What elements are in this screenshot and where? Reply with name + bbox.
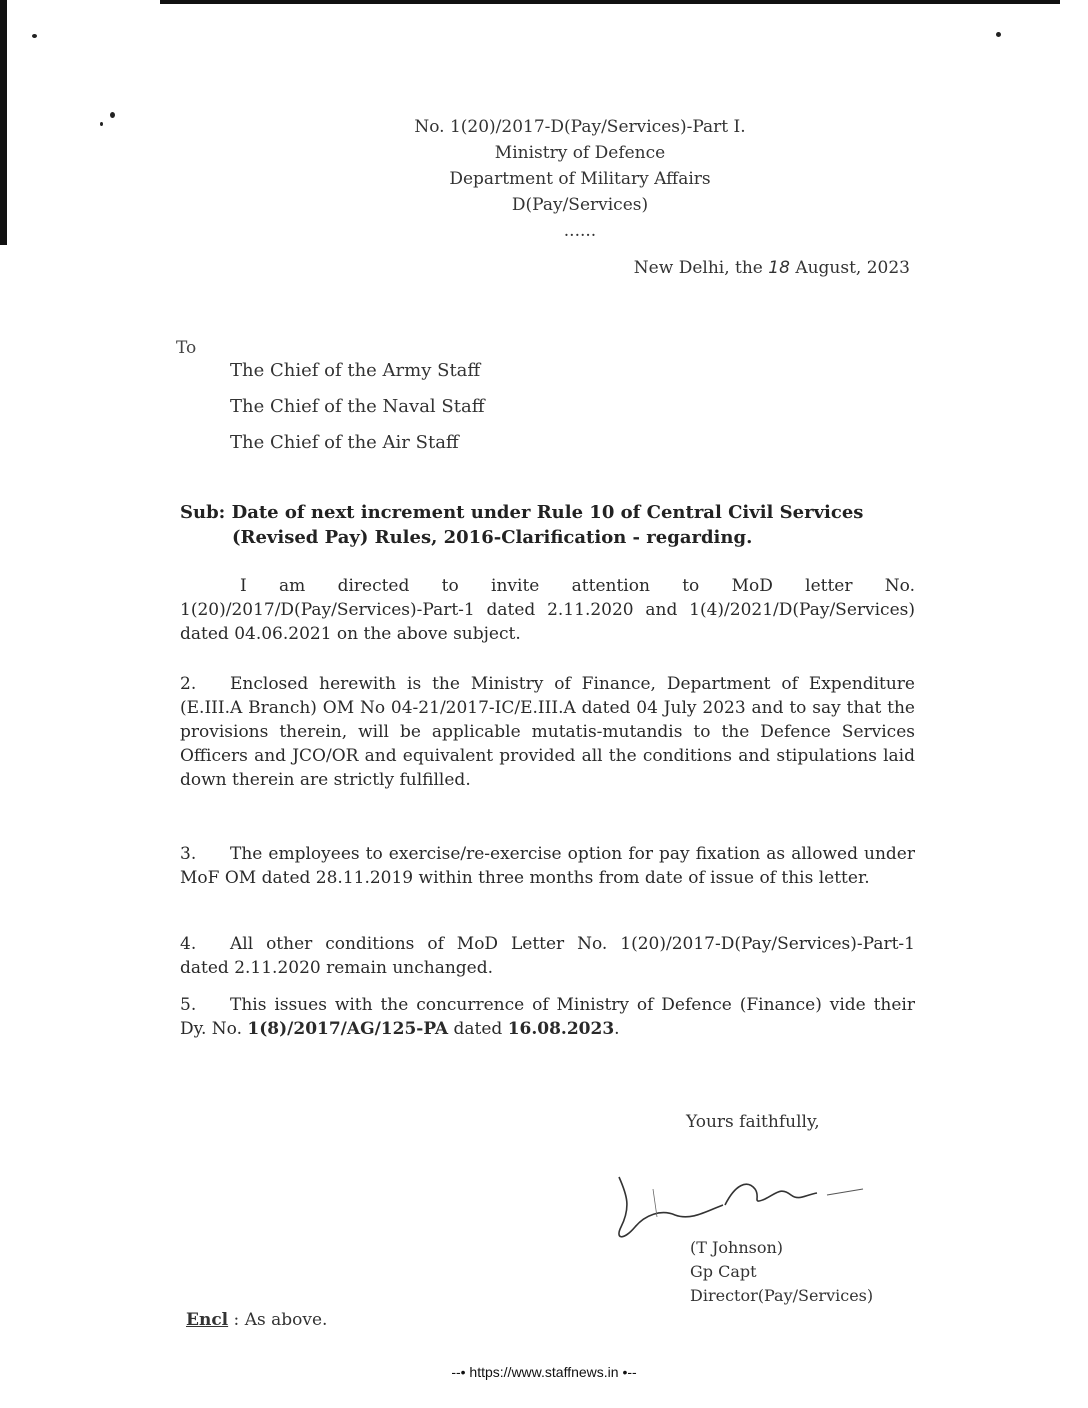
concurrence-reference: 1(8)/2017/AG/125-PA (247, 1019, 449, 1039)
enclosure-label: Encl (186, 1310, 229, 1330)
paragraph-3-number: 3. (180, 844, 197, 864)
enclosure-line (186, 1310, 327, 1330)
subject-line-1: Sub: Date of next increment under Rule 10 of Central Civil Services (180, 502, 864, 523)
scan-speck (100, 122, 103, 126)
paragraph-2-text: Enclosed herewith is the Ministry of Finance, Department of Expenditure (E.III.A Branch) OM No 04-21/2017-IC/E.III.A dated 04 July 2023 and to say that the provisions therein, will be applicable mutatis-mutandis to the Defence Services Officers and JCO/OR and equivalent provided all the conditions and stipulations laid down therein are strictly fulfilled. (180, 674, 915, 790)
date-suffix: August, 2023 (795, 258, 910, 278)
handwritten-signature (605, 1165, 870, 1245)
paragraph-3 (180, 842, 915, 890)
recipient-army: The Chief of the Army Staff (230, 360, 481, 381)
paragraph-5-text: This issues with the concurrence of Ministry of Defence (Finance) vide their Dy. No. (180, 995, 915, 1039)
signatory-rank: Gp Capt (690, 1262, 757, 1281)
enclosure-text: As above. (244, 1310, 328, 1330)
footer-url: --• https://www.staffnews.in •-- (451, 1364, 637, 1380)
recipient-navy: The Chief of the Naval Staff (230, 396, 485, 417)
paragraph-1: I am directed to invite attention to MoD letter No. 1(20)/2017/D(Pay/Services)-Part-1 dated 2.11.2020 and 1(4)/2021/D(Pay/Services) dated 04.06.2021 on the above subject. (180, 576, 915, 644)
reference-number: No. 1(20)/2017-D(Pay/Services)-Part I. (414, 117, 746, 137)
scan-edge-left (0, 0, 7, 245)
signatory-block (690, 1236, 873, 1308)
section-name: D(Pay/Services) (511, 195, 649, 215)
to-label: To (176, 338, 197, 358)
date-day-handwritten: 18 (768, 258, 790, 278)
subject-line-2: (Revised Pay) Rules, 2016-Clarification - regarding. (232, 527, 753, 548)
date-prefix: New Delhi, the (633, 258, 763, 278)
paragraph-5-dated: dated (453, 1019, 503, 1039)
paragraph-5-end: . (614, 1019, 620, 1039)
letter-header (300, 114, 860, 244)
scan-edge-top (160, 0, 1060, 4)
signatory-name: (T Johnson) (690, 1238, 784, 1257)
subject-line (180, 500, 915, 550)
paragraph-5-number: 5. (180, 995, 197, 1015)
scan-speck (110, 112, 115, 118)
enclosure-separator: : (233, 1310, 240, 1330)
signatory-designation: Director(Pay/Services) (690, 1286, 874, 1305)
paragraph-2-number: 2. (180, 674, 197, 694)
recipient-airforce: The Chief of the Air Staff (230, 432, 459, 453)
closing-salutation: Yours faithfully, (686, 1112, 820, 1132)
header-separator: ...... (563, 221, 597, 241)
scan-speck (996, 32, 1001, 37)
paragraph-4-number: 4. (180, 934, 197, 954)
paragraph-3-text: The employees to exercise/re-exercise option for pay fixation as allowed under MoF OM dated 28.11.2019 within three months from date of issue of this letter. (180, 844, 915, 888)
ministry-name: Ministry of Defence (494, 143, 666, 163)
paragraph-4 (180, 932, 915, 980)
paragraph-2 (180, 672, 915, 792)
paragraph-5 (180, 993, 915, 1041)
paragraph-4-text: All other conditions of MoD Letter No. 1(20)/2017-D(Pay/Services)-Part-1 dated 2.11.2020 remain unchanged. (180, 934, 915, 978)
scan-speck (32, 34, 37, 38)
concurrence-date: 16.08.2023 (507, 1019, 615, 1039)
date-line (560, 258, 910, 278)
department-name: Department of Military Affairs (449, 169, 711, 189)
